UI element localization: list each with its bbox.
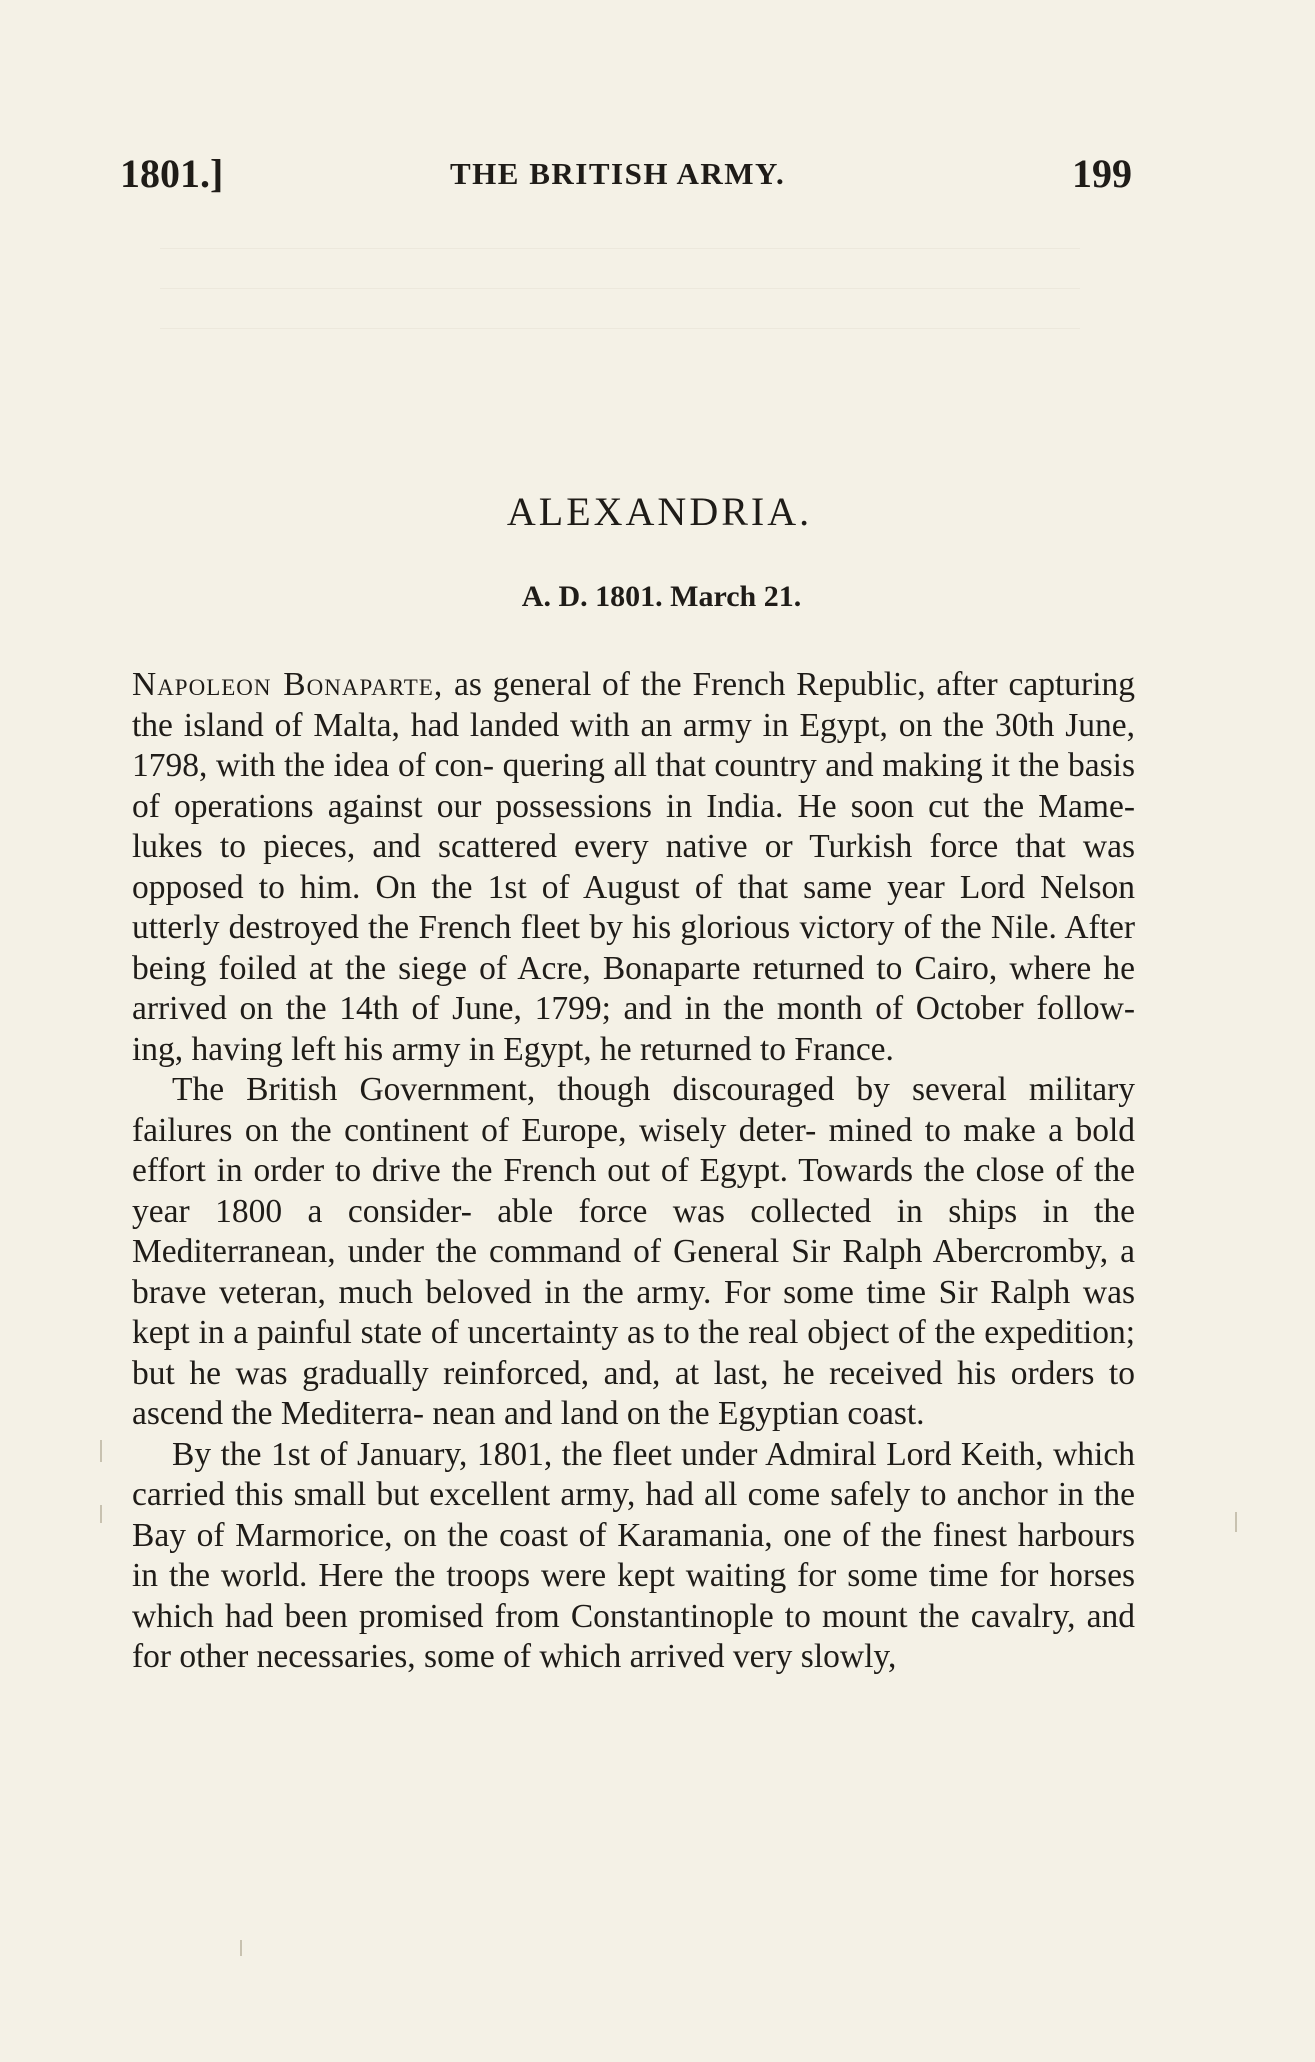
running-head-title: THE BRITISH ARMY. [450, 156, 786, 191]
margin-mark [100, 1440, 102, 1462]
margin-mark [1235, 1512, 1237, 1532]
page-number: 199 [1072, 151, 1132, 196]
chapter-date [0, 580, 1315, 614]
margin-mark [240, 1940, 242, 1956]
show-through-line [160, 288, 1080, 289]
running-head-year: 1801.] [120, 151, 224, 196]
show-through-line [160, 248, 1080, 249]
margin-mark [100, 1505, 102, 1523]
paragraph-1 [132, 665, 1135, 1070]
paragraph-2: The British Government, though discouraged by several military failures on the continent of Europe, wisely deter- mined to make a bold effort in order to drive the French out of Egypt. Towards the close of the year 1800 a consider- able force was collected in ships in the Mediterranean, under the command of General Sir Ralph Abercromby, a brave veteran, much beloved in the army. For some time Sir Ralph was kept in a painful state of uncertainty as to the real object of the expedition; but he was gradually reinforced, and, at last, he received his orders to ascend the Mediterra- nean and land on the Egyptian coast. [132, 1071, 1135, 1432]
paragraph-1-text: as general of the French Republic, after capturing the island of Malta, had landed with an army in Egypt, on the 30th June, 1798, with the idea of con- quering all that country and making it the basis of operations against our possessions in India. He soon cut the Mame- lukes to pieces, and scattered every native or Turkish force that was opposed to him. On the 1st of August of that same year Lord Nelson utterly destroyed the French fleet by his glorious victory of the Nile. After being foiled at the siege of Acre, Bonaparte returned to Cairo, where he arrived on the 14th of June, 1799; and in the month of October follow- ing, having left his army in Egypt, he returned to France. [132, 666, 1135, 1068]
chapter-title: ALEXANDRIA. [506, 489, 813, 534]
date-prefix: A. D. [521, 580, 588, 613]
body-text [132, 665, 1135, 1678]
running-head [120, 150, 1132, 200]
show-through-line [160, 328, 1080, 329]
paragraph-3: By the 1st of January, 1801, the fleet under Admiral Lord Keith, which carried this small but excellent army, had all come safely to anchor in the Bay of Marmorice, on the coast of Karamania, one of the finest harbours in the world. Here the troops were kept waiting for some time for horses which had been promised from Constantinople to mount the cavalry, and for other necessaries, some of which arrived very slowly, [132, 1435, 1135, 1675]
paragraph-lead: Napoleon Bonaparte, [132, 666, 444, 703]
date-rest: 1801. March 21. [595, 580, 802, 613]
